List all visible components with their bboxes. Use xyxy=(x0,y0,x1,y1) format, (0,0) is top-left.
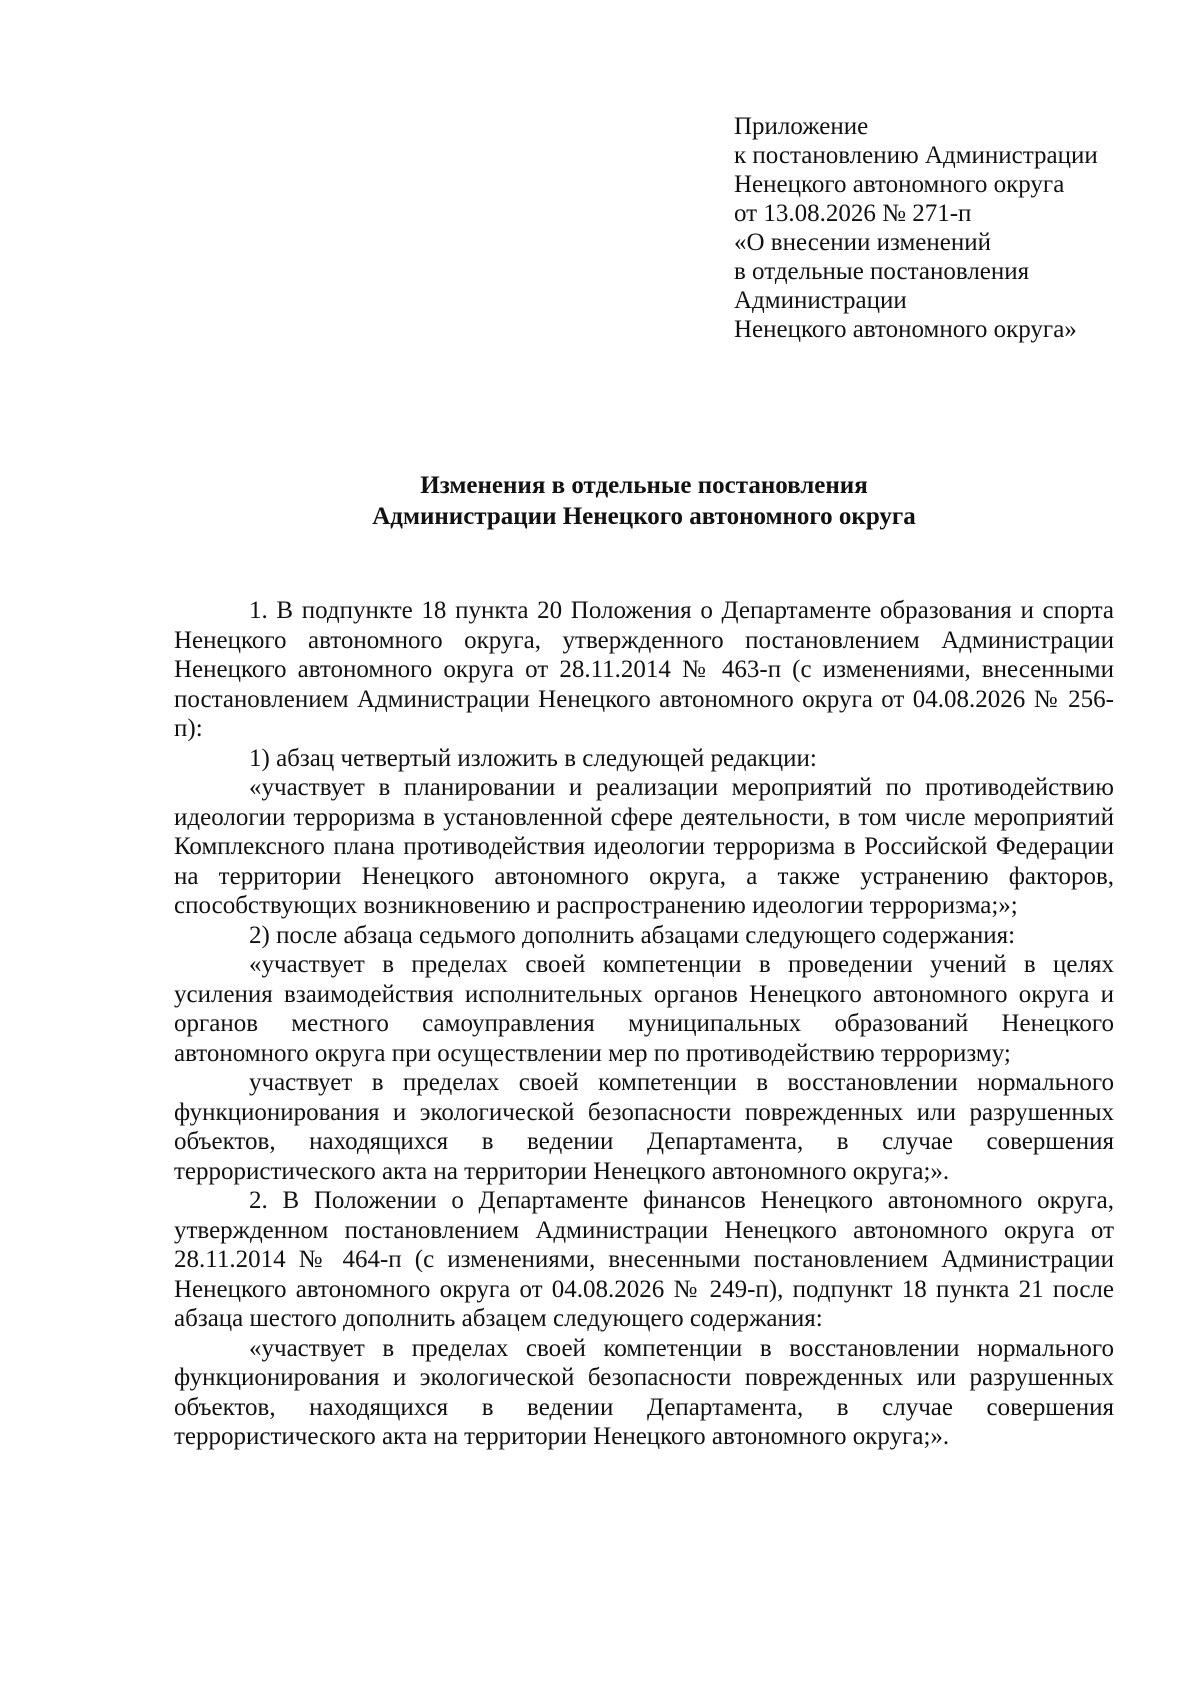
paragraph-item-1: 1. В подпункте 18 пункта 20 Положения о Департаменте образования и спорта Ненецкого автономного округа, утвержденного постановлением Администрации Ненецкого автономного округа от 28.11.2014 № 463-п (с изменениями, внесенными постановлением Администрации Ненецкого автономного округа от 04.08.2026 № 256-п): xyxy=(174,597,1114,742)
paragraph-item-2: 2. В Положении о Департаменте финансов Ненецкого автономного округа, утвержденном постановлением Администрации Ненецкого автономного округа от 28.11.2014 № 464-п (с изменениями, внесенными постановлением Администрации Ненецкого автономного округа от 04.08.2026 № 249-п), подпункт 18 пункта 21 после абзаца шестого дополнить абзацем следующего содержания: xyxy=(174,1187,1114,1332)
appendix-line: Ненецкого автономного округа xyxy=(734,171,1065,198)
title-line-2: Администрации Ненецкого автономного округа xyxy=(372,503,916,530)
appendix-line: Приложение xyxy=(734,113,869,140)
paragraph-quote: «участвует в планировании и реализации мероприятий по противодействию идеологии терроризма в установленной сфере деятельности, в том числе мероприятий Комплексного плана противодействия идеологии терроризма в Российской Федерации на территории Ненецкого автономного округа, а также устранению факторов, способствующих возникновению и распространению идеологии терроризма;»; xyxy=(174,774,1114,919)
paragraph-subitem-1: 1) абзац четвертый изложить в следующей редакции: xyxy=(249,744,817,772)
paragraph-quote: «участвует в пределах своей компетенции в проведении учений в целях усиления взаимодействия исполнительных органов Ненецкого автономного округа и органов местного самоуправления муниципальных образований Ненецкого автономного округа при осуществлении мер по противодействию терроризму; xyxy=(174,951,1114,1067)
appendix-line: «О внесении изменений xyxy=(734,229,992,256)
appendix-line: от 13.08.2026 № 271-п xyxy=(734,200,972,227)
appendix-header xyxy=(734,112,1154,344)
document-body xyxy=(174,596,1114,1452)
appendix-line: в отдельные постановления xyxy=(734,258,1030,285)
document-title xyxy=(174,470,1114,532)
paragraph-quote: участвует в пределах своей компетенции в восстановлении нормального функционирования и экологической безопасности поврежденных или разрушенных объектов, находящихся в ведении Департамента, в случае совершения террористического акта на территории Ненецкого автономного округа;». xyxy=(174,1069,1114,1185)
appendix-line: к постановлению Администрации xyxy=(734,142,1098,169)
appendix-line: Ненецкого автономного округа» xyxy=(734,316,1077,343)
appendix-line: Администрации xyxy=(734,287,907,314)
title-line-1: Изменения в отдельные постановления xyxy=(420,472,868,499)
paragraph-quote: «участвует в пределах своей компетенции в восстановлении нормального функционирования и экологической безопасности поврежденных или разрушенных объектов, находящихся в ведении Департамента, в случае совершения террористического акта на территории Ненецкого автономного округа;». xyxy=(174,1334,1114,1450)
paragraph-subitem-2: 2) после абзаца седьмого дополнить абзацами следующего содержания: xyxy=(249,921,1016,949)
